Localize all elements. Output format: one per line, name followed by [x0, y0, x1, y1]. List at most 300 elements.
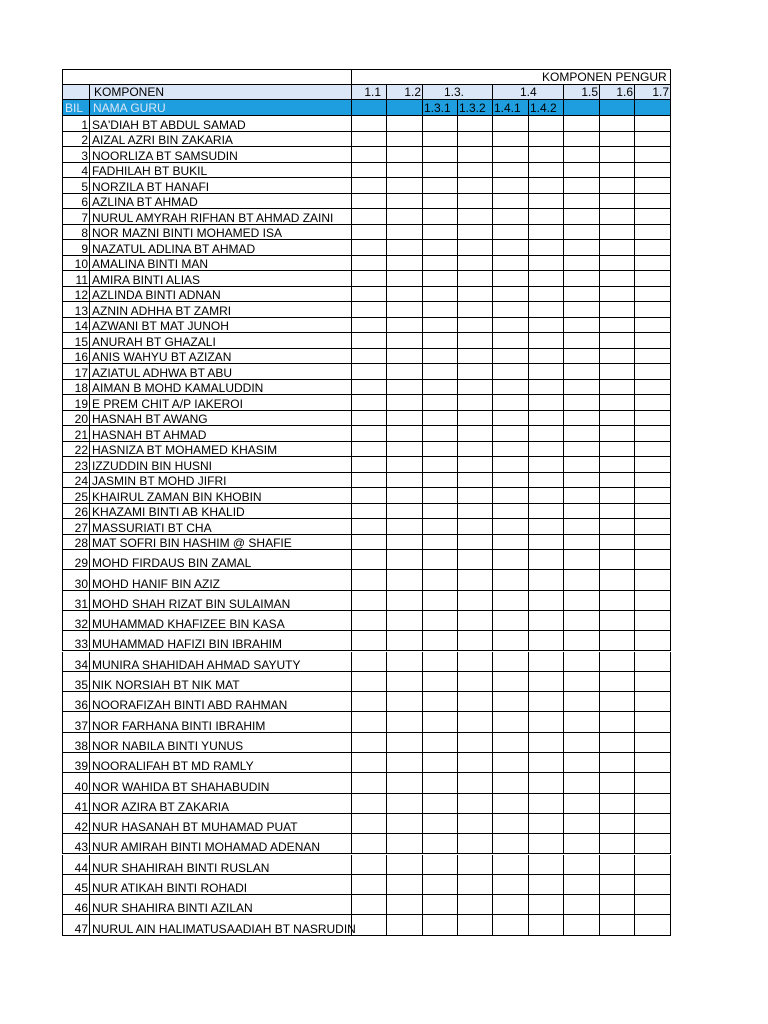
- score-cell[interactable]: [493, 875, 529, 895]
- teacher-name-cell[interactable]: [90, 256, 352, 272]
- score-cell[interactable]: [635, 915, 671, 935]
- score-cell[interactable]: [458, 442, 493, 458]
- score-cell[interactable]: [635, 318, 671, 334]
- score-cell[interactable]: [458, 611, 493, 631]
- score-cell[interactable]: [352, 855, 387, 875]
- score-cell[interactable]: [600, 550, 635, 570]
- score-cell[interactable]: [564, 349, 600, 365]
- score-cell[interactable]: [387, 163, 423, 179]
- row-number-cell[interactable]: [62, 194, 90, 210]
- score-cell[interactable]: [387, 550, 423, 570]
- teacher-name-cell[interactable]: [90, 209, 352, 225]
- score-cell[interactable]: [423, 733, 458, 753]
- score-cell[interactable]: [600, 256, 635, 272]
- score-cell[interactable]: [458, 814, 493, 834]
- score-cell[interactable]: [600, 672, 635, 692]
- score-cell[interactable]: [458, 488, 493, 504]
- teacher-name-cell[interactable]: [90, 395, 352, 411]
- score-cell[interactable]: [387, 733, 423, 753]
- score-cell[interactable]: [529, 256, 564, 272]
- score-cell[interactable]: [635, 380, 671, 396]
- score-cell[interactable]: [564, 271, 600, 287]
- score-cell[interactable]: [458, 794, 493, 814]
- score-cell[interactable]: [600, 302, 635, 318]
- score-cell[interactable]: [529, 426, 564, 442]
- score-cell[interactable]: [423, 147, 458, 163]
- group-header-cell[interactable]: [352, 69, 671, 85]
- header-cell[interactable]: [564, 100, 600, 116]
- score-cell[interactable]: [423, 194, 458, 210]
- score-cell[interactable]: [600, 631, 635, 651]
- score-cell[interactable]: [529, 591, 564, 611]
- score-cell[interactable]: [423, 519, 458, 535]
- score-cell[interactable]: [493, 442, 529, 458]
- score-cell[interactable]: [387, 364, 423, 380]
- score-cell[interactable]: [352, 473, 387, 489]
- row-number-cell[interactable]: [62, 570, 90, 590]
- score-cell[interactable]: [423, 535, 458, 551]
- score-cell[interactable]: [423, 411, 458, 427]
- score-cell[interactable]: [635, 473, 671, 489]
- score-cell[interactable]: [352, 895, 387, 915]
- score-cell[interactable]: [458, 426, 493, 442]
- score-cell[interactable]: [458, 364, 493, 380]
- score-cell[interactable]: [564, 457, 600, 473]
- score-cell[interactable]: [635, 426, 671, 442]
- row-number-cell[interactable]: [62, 875, 90, 895]
- score-cell[interactable]: [600, 773, 635, 793]
- score-cell[interactable]: [423, 915, 458, 935]
- score-cell[interactable]: [529, 631, 564, 651]
- score-cell[interactable]: [529, 225, 564, 241]
- score-cell[interactable]: [493, 773, 529, 793]
- score-cell[interactable]: [352, 318, 387, 334]
- score-cell[interactable]: [352, 209, 387, 225]
- score-cell[interactable]: [352, 240, 387, 256]
- score-cell[interactable]: [600, 271, 635, 287]
- col-1-3-2-header[interactable]: [458, 100, 493, 116]
- score-cell[interactable]: [635, 814, 671, 834]
- score-cell[interactable]: [458, 733, 493, 753]
- score-cell[interactable]: [635, 591, 671, 611]
- score-cell[interactable]: [493, 271, 529, 287]
- score-cell[interactable]: [493, 794, 529, 814]
- col-1-3-1-header[interactable]: [423, 100, 458, 116]
- score-cell[interactable]: [458, 915, 493, 935]
- score-cell[interactable]: [423, 287, 458, 303]
- score-cell[interactable]: [493, 814, 529, 834]
- score-cell[interactable]: [635, 178, 671, 194]
- row-number-cell[interactable]: [62, 209, 90, 225]
- score-cell[interactable]: [493, 504, 529, 520]
- teacher-name-cell[interactable]: [90, 875, 352, 895]
- score-cell[interactable]: [493, 473, 529, 489]
- score-cell[interactable]: [387, 411, 423, 427]
- score-cell[interactable]: [352, 488, 387, 504]
- teacher-name-cell[interactable]: [90, 834, 352, 854]
- score-cell[interactable]: [600, 519, 635, 535]
- score-cell[interactable]: [387, 535, 423, 551]
- teacher-name-cell[interactable]: [90, 915, 356, 936]
- score-cell[interactable]: [635, 692, 671, 712]
- score-cell[interactable]: [564, 287, 600, 303]
- score-cell[interactable]: [387, 652, 423, 672]
- score-cell[interactable]: [493, 194, 529, 210]
- teacher-name-cell[interactable]: [90, 225, 352, 241]
- col-1-4-1-header[interactable]: [493, 100, 529, 116]
- score-cell[interactable]: [458, 225, 493, 241]
- score-cell[interactable]: [600, 855, 635, 875]
- score-cell[interactable]: [493, 692, 529, 712]
- score-cell[interactable]: [352, 652, 387, 672]
- score-cell[interactable]: [600, 834, 635, 854]
- score-cell[interactable]: [352, 631, 387, 651]
- score-cell[interactable]: [458, 395, 493, 411]
- score-cell[interactable]: [635, 834, 671, 854]
- score-cell[interactable]: [458, 631, 493, 651]
- col-1-7-header[interactable]: [635, 85, 671, 100]
- teacher-name-cell[interactable]: [90, 163, 352, 179]
- score-cell[interactable]: [635, 631, 671, 651]
- score-cell[interactable]: [493, 349, 529, 365]
- score-cell[interactable]: [635, 147, 671, 163]
- score-cell[interactable]: [352, 147, 387, 163]
- score-cell[interactable]: [600, 570, 635, 590]
- score-cell[interactable]: [387, 504, 423, 520]
- score-cell[interactable]: [493, 256, 529, 272]
- row-number-cell[interactable]: [62, 473, 90, 489]
- score-cell[interactable]: [564, 519, 600, 535]
- score-cell[interactable]: [600, 411, 635, 427]
- row-number-cell[interactable]: [62, 457, 90, 473]
- score-cell[interactable]: [564, 631, 600, 651]
- score-cell[interactable]: [458, 672, 493, 692]
- score-cell[interactable]: [352, 287, 387, 303]
- score-cell[interactable]: [600, 814, 635, 834]
- score-cell[interactable]: [423, 652, 458, 672]
- header-cell[interactable]: [635, 100, 671, 116]
- score-cell[interactable]: [423, 442, 458, 458]
- teacher-name-cell[interactable]: [90, 302, 352, 318]
- score-cell[interactable]: [352, 794, 387, 814]
- score-cell[interactable]: [458, 163, 493, 179]
- score-cell[interactable]: [493, 652, 529, 672]
- score-cell[interactable]: [423, 116, 458, 132]
- score-cell[interactable]: [387, 395, 423, 411]
- header-cell[interactable]: [352, 100, 387, 116]
- score-cell[interactable]: [493, 895, 529, 915]
- score-cell[interactable]: [600, 147, 635, 163]
- score-cell[interactable]: [635, 570, 671, 590]
- row-number-cell[interactable]: [62, 256, 90, 272]
- score-cell[interactable]: [458, 333, 493, 349]
- score-cell[interactable]: [600, 733, 635, 753]
- score-cell[interactable]: [458, 116, 493, 132]
- score-cell[interactable]: [423, 814, 458, 834]
- row-number-cell[interactable]: [62, 488, 90, 504]
- col-1-6-header[interactable]: [600, 85, 635, 100]
- score-cell[interactable]: [423, 550, 458, 570]
- score-cell[interactable]: [493, 855, 529, 875]
- score-cell[interactable]: [493, 302, 529, 318]
- score-cell[interactable]: [423, 753, 458, 773]
- score-cell[interactable]: [635, 773, 671, 793]
- score-cell[interactable]: [352, 349, 387, 365]
- teacher-name-cell[interactable]: [90, 712, 352, 732]
- score-cell[interactable]: [600, 318, 635, 334]
- score-cell[interactable]: [564, 380, 600, 396]
- score-cell[interactable]: [600, 349, 635, 365]
- row-number-cell[interactable]: [62, 773, 90, 793]
- row-number-cell[interactable]: [62, 225, 90, 241]
- score-cell[interactable]: [352, 875, 387, 895]
- score-cell[interactable]: [600, 287, 635, 303]
- score-cell[interactable]: [387, 426, 423, 442]
- teacher-name-cell[interactable]: [90, 794, 352, 814]
- score-cell[interactable]: [352, 834, 387, 854]
- row-number-cell[interactable]: [62, 519, 90, 535]
- row-number-cell[interactable]: [62, 240, 90, 256]
- teacher-name-cell[interactable]: [90, 753, 352, 773]
- score-cell[interactable]: [564, 652, 600, 672]
- score-cell[interactable]: [493, 380, 529, 396]
- row-number-cell[interactable]: [62, 287, 90, 303]
- score-cell[interactable]: [564, 733, 600, 753]
- score-cell[interactable]: [387, 302, 423, 318]
- score-cell[interactable]: [458, 287, 493, 303]
- score-cell[interactable]: [635, 550, 671, 570]
- score-cell[interactable]: [529, 178, 564, 194]
- row-number-cell[interactable]: [62, 426, 90, 442]
- score-cell[interactable]: [600, 794, 635, 814]
- score-cell[interactable]: [529, 712, 564, 732]
- score-cell[interactable]: [387, 488, 423, 504]
- score-cell[interactable]: [564, 364, 600, 380]
- score-cell[interactable]: [529, 209, 564, 225]
- score-cell[interactable]: [352, 395, 387, 411]
- score-cell[interactable]: [387, 318, 423, 334]
- score-cell[interactable]: [458, 519, 493, 535]
- row-number-cell[interactable]: [62, 178, 90, 194]
- score-cell[interactable]: [458, 302, 493, 318]
- score-cell[interactable]: [458, 457, 493, 473]
- score-cell[interactable]: [352, 194, 387, 210]
- score-cell[interactable]: [458, 271, 493, 287]
- score-cell[interactable]: [352, 178, 387, 194]
- score-cell[interactable]: [529, 611, 564, 631]
- row-number-cell[interactable]: [62, 411, 90, 427]
- score-cell[interactable]: [458, 349, 493, 365]
- score-cell[interactable]: [564, 570, 600, 590]
- teacher-name-cell[interactable]: [90, 380, 352, 396]
- score-cell[interactable]: [352, 550, 387, 570]
- score-cell[interactable]: [529, 535, 564, 551]
- score-cell[interactable]: [423, 692, 458, 712]
- row-number-cell[interactable]: [62, 333, 90, 349]
- header-cell[interactable]: [62, 85, 90, 100]
- score-cell[interactable]: [387, 773, 423, 793]
- score-cell[interactable]: [493, 535, 529, 551]
- score-cell[interactable]: [564, 773, 600, 793]
- score-cell[interactable]: [423, 426, 458, 442]
- score-cell[interactable]: [493, 672, 529, 692]
- score-cell[interactable]: [529, 692, 564, 712]
- score-cell[interactable]: [529, 895, 564, 915]
- score-cell[interactable]: [635, 457, 671, 473]
- score-cell[interactable]: [458, 895, 493, 915]
- score-cell[interactable]: [564, 194, 600, 210]
- score-cell[interactable]: [493, 712, 529, 732]
- row-number-cell[interactable]: [62, 442, 90, 458]
- score-cell[interactable]: [564, 426, 600, 442]
- score-cell[interactable]: [600, 426, 635, 442]
- header-blank-cell[interactable]: [62, 69, 352, 85]
- score-cell[interactable]: [423, 225, 458, 241]
- row-number-cell[interactable]: [62, 271, 90, 287]
- score-cell[interactable]: [458, 380, 493, 396]
- bil-header-cell[interactable]: [62, 100, 90, 116]
- score-cell[interactable]: [635, 519, 671, 535]
- row-number-cell[interactable]: [62, 380, 90, 396]
- score-cell[interactable]: [635, 349, 671, 365]
- row-number-cell[interactable]: [62, 753, 90, 773]
- score-cell[interactable]: [564, 209, 600, 225]
- score-cell[interactable]: [352, 773, 387, 793]
- score-cell[interactable]: [493, 163, 529, 179]
- score-cell[interactable]: [352, 411, 387, 427]
- score-cell[interactable]: [600, 457, 635, 473]
- score-cell[interactable]: [635, 488, 671, 504]
- score-cell[interactable]: [387, 712, 423, 732]
- row-number-cell[interactable]: [62, 895, 90, 915]
- score-cell[interactable]: [458, 550, 493, 570]
- score-cell[interactable]: [529, 733, 564, 753]
- teacher-name-cell[interactable]: [90, 611, 352, 631]
- row-number-cell[interactable]: [62, 132, 90, 148]
- teacher-name-cell[interactable]: [90, 535, 352, 551]
- score-cell[interactable]: [635, 611, 671, 631]
- score-cell[interactable]: [600, 753, 635, 773]
- score-cell[interactable]: [423, 672, 458, 692]
- teacher-name-cell[interactable]: [90, 442, 352, 458]
- score-cell[interactable]: [352, 333, 387, 349]
- score-cell[interactable]: [387, 271, 423, 287]
- score-cell[interactable]: [564, 132, 600, 148]
- row-number-cell[interactable]: [62, 611, 90, 631]
- score-cell[interactable]: [493, 550, 529, 570]
- score-cell[interactable]: [564, 753, 600, 773]
- teacher-name-cell[interactable]: [90, 773, 352, 793]
- score-cell[interactable]: [423, 488, 458, 504]
- score-cell[interactable]: [493, 519, 529, 535]
- score-cell[interactable]: [423, 611, 458, 631]
- score-cell[interactable]: [387, 814, 423, 834]
- score-cell[interactable]: [635, 271, 671, 287]
- score-cell[interactable]: [458, 591, 493, 611]
- score-cell[interactable]: [387, 631, 423, 651]
- score-cell[interactable]: [635, 302, 671, 318]
- score-cell[interactable]: [600, 504, 635, 520]
- score-cell[interactable]: [423, 794, 458, 814]
- score-cell[interactable]: [458, 240, 493, 256]
- teacher-name-cell[interactable]: [90, 287, 352, 303]
- score-cell[interactable]: [387, 519, 423, 535]
- score-cell[interactable]: [458, 504, 493, 520]
- score-cell[interactable]: [529, 794, 564, 814]
- score-cell[interactable]: [423, 395, 458, 411]
- score-cell[interactable]: [600, 395, 635, 411]
- score-cell[interactable]: [600, 692, 635, 712]
- teacher-name-cell[interactable]: [90, 349, 352, 365]
- score-cell[interactable]: [493, 147, 529, 163]
- score-cell[interactable]: [423, 364, 458, 380]
- score-cell[interactable]: [600, 895, 635, 915]
- score-cell[interactable]: [423, 256, 458, 272]
- score-cell[interactable]: [423, 895, 458, 915]
- score-cell[interactable]: [458, 875, 493, 895]
- score-cell[interactable]: [352, 380, 387, 396]
- row-number-cell[interactable]: [62, 652, 90, 672]
- score-cell[interactable]: [635, 364, 671, 380]
- score-cell[interactable]: [493, 287, 529, 303]
- score-cell[interactable]: [635, 712, 671, 732]
- score-cell[interactable]: [635, 240, 671, 256]
- teacher-name-cell[interactable]: [90, 488, 352, 504]
- score-cell[interactable]: [387, 611, 423, 631]
- score-cell[interactable]: [564, 611, 600, 631]
- score-cell[interactable]: [635, 895, 671, 915]
- score-cell[interactable]: [352, 442, 387, 458]
- score-cell[interactable]: [600, 178, 635, 194]
- score-cell[interactable]: [352, 302, 387, 318]
- score-cell[interactable]: [493, 733, 529, 753]
- score-cell[interactable]: [564, 712, 600, 732]
- score-cell[interactable]: [529, 380, 564, 396]
- score-cell[interactable]: [423, 240, 458, 256]
- score-cell[interactable]: [635, 535, 671, 551]
- score-cell[interactable]: [352, 163, 387, 179]
- score-cell[interactable]: [564, 473, 600, 489]
- score-cell[interactable]: [458, 535, 493, 551]
- score-cell[interactable]: [529, 411, 564, 427]
- score-cell[interactable]: [600, 194, 635, 210]
- score-cell[interactable]: [352, 814, 387, 834]
- score-cell[interactable]: [423, 178, 458, 194]
- teacher-name-cell[interactable]: [90, 116, 352, 132]
- score-cell[interactable]: [635, 225, 671, 241]
- score-cell[interactable]: [600, 240, 635, 256]
- score-cell[interactable]: [529, 457, 564, 473]
- score-cell[interactable]: [387, 753, 423, 773]
- score-cell[interactable]: [564, 535, 600, 551]
- score-cell[interactable]: [493, 116, 529, 132]
- score-cell[interactable]: [564, 692, 600, 712]
- teacher-name-cell[interactable]: [90, 519, 352, 535]
- score-cell[interactable]: [493, 591, 529, 611]
- row-number-cell[interactable]: [62, 395, 90, 411]
- score-cell[interactable]: [458, 773, 493, 793]
- score-cell[interactable]: [564, 915, 600, 935]
- score-cell[interactable]: [458, 411, 493, 427]
- score-cell[interactable]: [564, 875, 600, 895]
- score-cell[interactable]: [458, 652, 493, 672]
- score-cell[interactable]: [423, 163, 458, 179]
- score-cell[interactable]: [600, 535, 635, 551]
- nama-guru-header-cell[interactable]: [90, 100, 352, 116]
- score-cell[interactable]: [458, 256, 493, 272]
- score-cell[interactable]: [564, 333, 600, 349]
- score-cell[interactable]: [423, 333, 458, 349]
